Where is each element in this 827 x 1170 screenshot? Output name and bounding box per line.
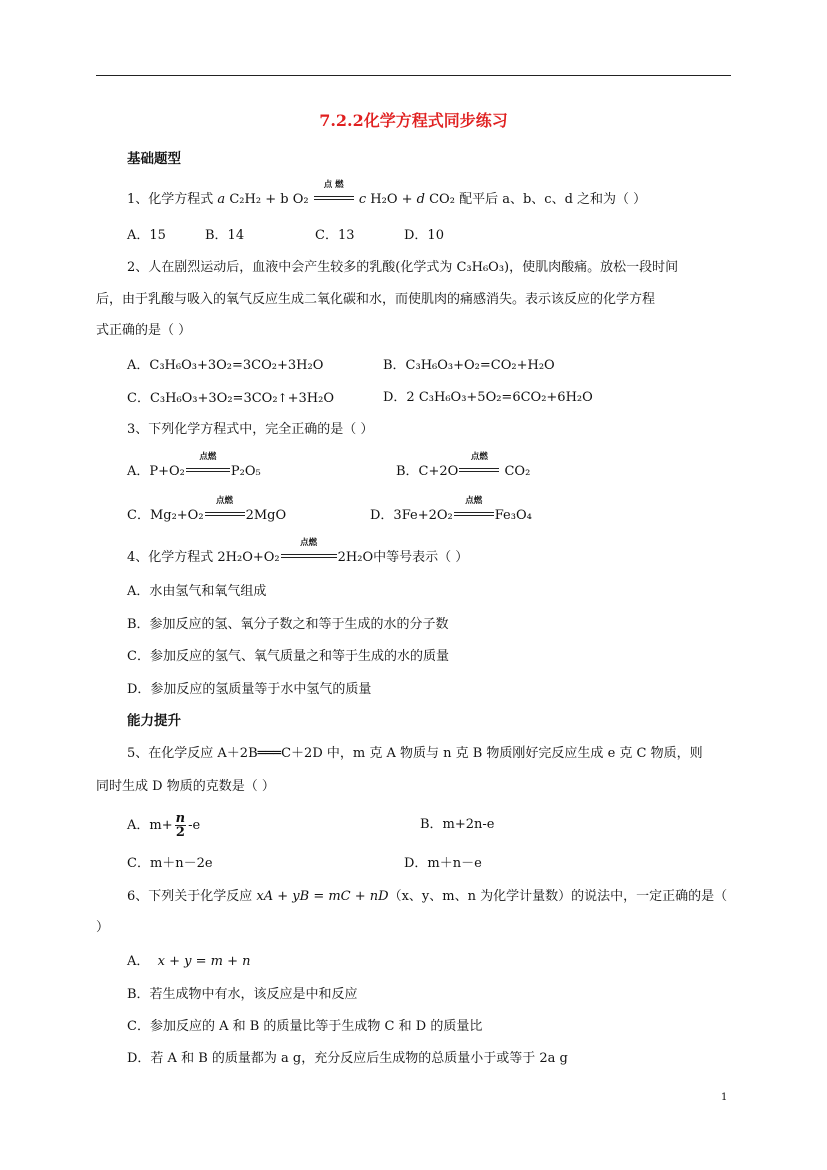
q1-plus-b: + b xyxy=(265,192,289,207)
q1-stem xyxy=(127,180,647,209)
header-rule xyxy=(96,75,731,76)
q3-c-equals xyxy=(205,496,245,525)
q3-c-left: C．Mg₂+O₂ xyxy=(127,508,204,523)
q3-b-left: B．C+2O xyxy=(396,464,459,479)
q4-option-d: D．参加反应的氢质量等于水中氢气的质量 xyxy=(127,682,372,697)
q2-option-c xyxy=(127,389,334,408)
page-title: 7.2.2化学方程式同步练习 xyxy=(319,111,508,130)
q6-option-d: D．若 A 和 B 的质量都为 a g，充分反应后生成物的总质量小于或等于 2a g xyxy=(127,1051,568,1066)
q6-suffix: 的说法中，一定正确的是（ xyxy=(571,889,728,904)
q3-b-condition: 点燃 xyxy=(470,452,488,462)
q1-option-b: B．14 xyxy=(205,228,245,243)
q3-option-a xyxy=(127,452,261,481)
q4-suffix: 中等号表示（ ） xyxy=(373,550,469,565)
q1-equals-sign xyxy=(314,180,354,209)
q6-equation: xA + yB = mC + nD xyxy=(256,889,389,904)
q2-stem-line2: 后，由于乳酸与吸入的氧气反应生成二氧化碳和水，而使肌肉的痛感消失。表示该反应的化学方程 xyxy=(96,292,656,307)
q5-a-fraction xyxy=(175,812,186,839)
q3-option-d xyxy=(370,496,532,525)
q1-coef-c: c xyxy=(358,192,367,207)
q3-a-right: P₂O₅ xyxy=(230,464,261,479)
q5-a-denominator: 2 xyxy=(175,825,185,840)
q3-c-condition: 点燃 xyxy=(216,496,234,506)
q5-a-suffix: -e xyxy=(188,818,201,833)
q4-option-b: B．参加反应的氢、氧分子数之和等于生成的水的分子数 xyxy=(127,617,449,632)
q3-option-c xyxy=(127,496,287,525)
q1-condition: 点 燃 xyxy=(323,180,344,190)
q5-option-d: D．m＋n－e xyxy=(404,856,482,871)
q4-equals xyxy=(281,538,337,567)
q5-option-a xyxy=(127,812,200,839)
q3-b-equals xyxy=(459,452,499,481)
q1-suffix: 配平后 a、b、c、d 之和为（ ） xyxy=(459,192,647,207)
q5-stem-line2: 同时生成 D 物质的克数是（ ） xyxy=(96,779,275,794)
q2-option-a: A．C₃H₆O₃+3O₂=3CO₂+3H₂O xyxy=(127,358,324,373)
section-basic: 基础题型 xyxy=(127,151,181,167)
q4-stem xyxy=(127,538,469,567)
q5-a-numerator: n xyxy=(175,811,186,826)
q1-h2o: H₂O + xyxy=(370,192,413,207)
q5-stem-line1: 5、在化学反应 A＋2B═══C＋2D 中，m 克 A 物质与 n 克 B 物质刚好完反应生成 e 克 C 物质，则 xyxy=(127,746,703,761)
q6-a-label: A． xyxy=(127,954,150,969)
q1-co2: CO₂ xyxy=(429,192,455,207)
q4-option-a: A．水由氢气和氧气组成 xyxy=(127,584,267,599)
q3-d-right: Fe₃O₄ xyxy=(494,508,532,523)
q3-stem: 3、下列化学方程式中，完全正确的是（ ） xyxy=(127,422,374,437)
q3-b-right: CO₂ xyxy=(504,464,531,479)
q1-o2: O₂ xyxy=(292,192,309,207)
q3-c-right: 2MgO xyxy=(245,508,287,523)
q3-a-condition: 点燃 xyxy=(199,452,217,462)
q1-option-c: C．13 xyxy=(315,228,355,243)
q3-d-left: D．3Fe+2O₂ xyxy=(370,508,453,523)
q1-c2h2: C₂H₂ xyxy=(229,192,262,207)
q3-a-left: A．P+O₂ xyxy=(127,464,185,479)
q4-right: 2H₂O xyxy=(337,550,374,565)
q2-option-b: B．C₃H₆O₃+O₂=CO₂+H₂O xyxy=(383,358,555,373)
q4-condition: 点燃 xyxy=(300,538,318,548)
q6-a-expression: x + y = m + n xyxy=(157,954,251,969)
q6-option-c: C．参加反应的 A 和 B 的质量比等于生成物 C 和 D 的质量比 xyxy=(127,1019,483,1034)
q1-coef-d: d xyxy=(416,192,425,207)
q6-stem-close: ） xyxy=(96,920,110,935)
q3-option-b xyxy=(396,452,531,481)
q2-option-d: D．2 C₃H₆O₃+5O₂=6CO₂+6H₂O xyxy=(383,390,593,405)
q3-d-equals xyxy=(454,496,494,525)
q2-c-left: C．C₃H₆O₃+3O₂=3CO₂ xyxy=(127,391,278,406)
q5-a-prefix: A．m+ xyxy=(127,818,173,833)
page-number: 1 xyxy=(721,1092,728,1103)
q3-a-equals xyxy=(186,452,230,481)
q5-option-c: C．m＋n－2e xyxy=(127,856,213,871)
q4-option-c: C．参加反应的氢气、氧气质量之和等于生成的水的质量 xyxy=(127,649,449,664)
q5-option-b: B．m+2n-e xyxy=(420,817,495,832)
q1-prefix: 1、化学方程式 xyxy=(127,192,214,207)
q6-stem xyxy=(127,888,727,906)
q4-left: 4、化学方程式 2H₂O+O₂ xyxy=(127,550,280,565)
q2-c-right: +3H₂O xyxy=(287,391,334,406)
q6-parenthetical: （x、y、m、n 为化学计量数） xyxy=(388,889,572,904)
q6-prefix: 6、下列关于化学反应 xyxy=(127,889,253,904)
q6-option-b: B．若生成物中有水，该反应是中和反应 xyxy=(127,987,358,1002)
gas-arrow-icon: ↑ xyxy=(277,391,288,405)
q3-d-condition: 点燃 xyxy=(465,496,483,506)
q2-stem-line1: 2、人在剧烈运动后，血液中会产生较多的乳酸(化学式为 C₃H₆O₃)，使肌肉酸痛。放松一段时间 xyxy=(127,260,679,275)
q6-option-a xyxy=(127,953,251,971)
q2-stem-line3: 式正确的是（ ） xyxy=(96,323,192,338)
q1-option-a: A．15 xyxy=(127,228,166,243)
q1-coef-a: a xyxy=(217,192,226,207)
q1-option-d: D．10 xyxy=(404,228,444,243)
section-advanced: 能力提升 xyxy=(127,713,181,729)
